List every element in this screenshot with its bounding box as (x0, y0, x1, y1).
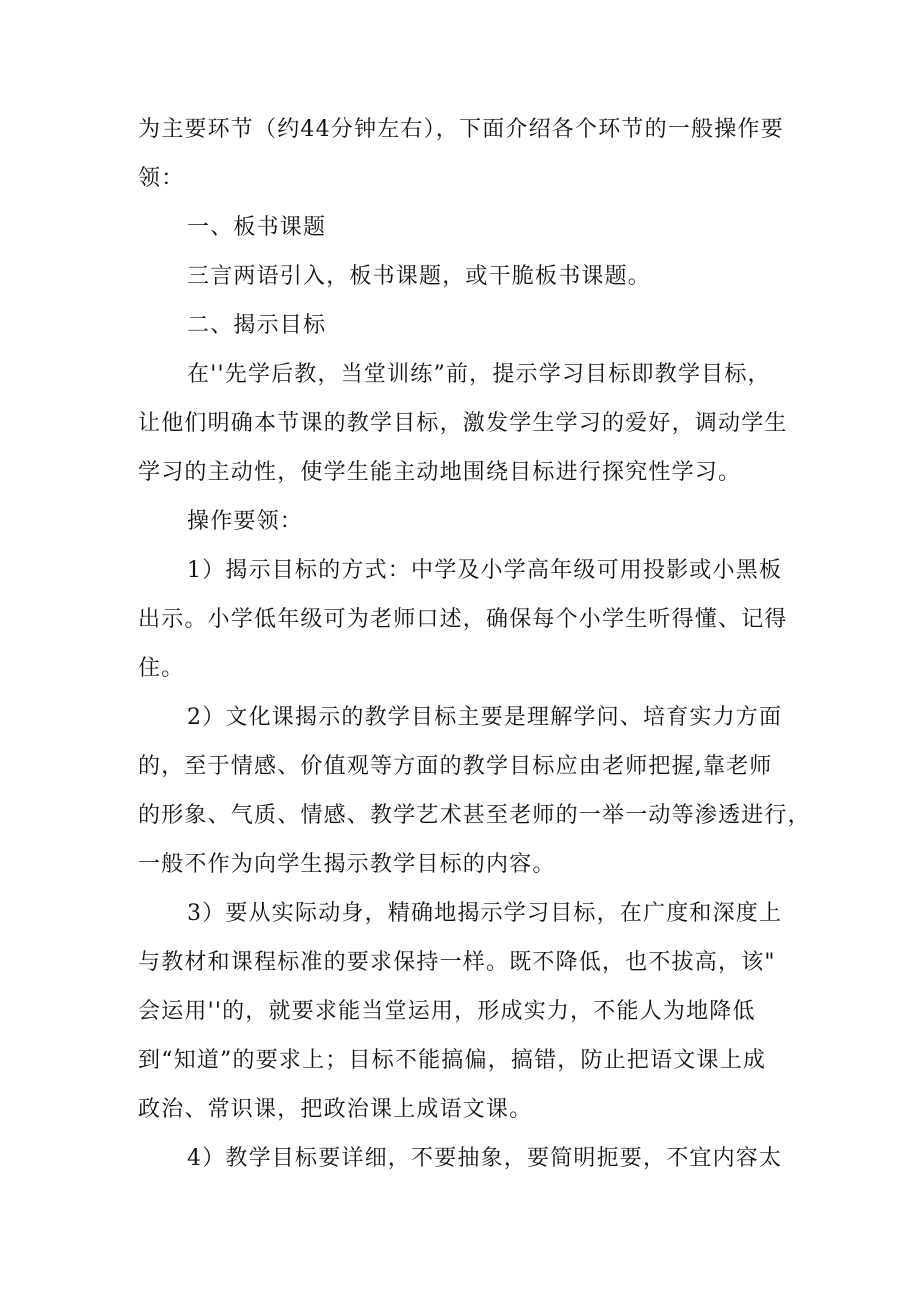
text-line: 三言两语引入，板书课题，或干脆板书课题。 (187, 264, 652, 289)
text-line: 的，至于情感、价值观等方面的教学目标应由老师把握,靠老师 (138, 754, 773, 779)
text-line: 与教材和课程标准的要求保持一样。既不降低，也不拔高，该" (138, 950, 776, 975)
text-line: 2）文化课揭示的教学目标主要是理解学问、培育实力方面 (187, 705, 783, 730)
text-line: 操作要领： (187, 509, 304, 534)
text-line: 3）要从实际动身，精确地揭示学习目标，在广度和深度上 (187, 901, 783, 926)
text-line: 政治、常识课，把政治课上成语文课。 (138, 1097, 533, 1122)
heading-board-title: 一、板书课题 (187, 215, 327, 240)
text-line: 4）教学目标要详细，不要抽象，要简明扼要，不宜内容太 (187, 1146, 783, 1171)
text-line: 为主要环节（约44分钟左右），下面介绍各个环节的一般操作要 (138, 117, 784, 142)
text-line: 会运用''的，就要求能当堂运用，形成实力，不能人为地降低 (138, 999, 756, 1024)
text-line: 学习的主动性，使学生能主动地围绕目标进行探究性学习。 (138, 460, 742, 485)
text-line: 出示。小学低年级可为老师口述，确保每个小学生听得懂、记得 (138, 607, 788, 632)
text-line: 1）揭示目标的方式：中学及小学高年级可用投影或小黑板 (187, 558, 783, 583)
text-line: 领： (138, 166, 185, 191)
text-line: 在''先学后教，当堂训练”前，提示学习目标即教学目标， (187, 362, 771, 387)
text-line: 一般不作为向学生揭示教学目标的内容。 (138, 852, 556, 877)
text-line: 让他们明确本节课的教学目标，激发学生学习的爱好，调动学生 (138, 411, 788, 436)
heading-reveal-goals: 二、揭示目标 (187, 313, 327, 338)
text-line: 到“知道”的要求上；目标不能搞偏，搞错，防止把语文课上成 (138, 1048, 767, 1073)
text-line: 的形象、气质、情感、教学艺术甚至老师的一举一动等渗透进行， (138, 803, 811, 828)
text-line: 住。 (138, 656, 185, 681)
